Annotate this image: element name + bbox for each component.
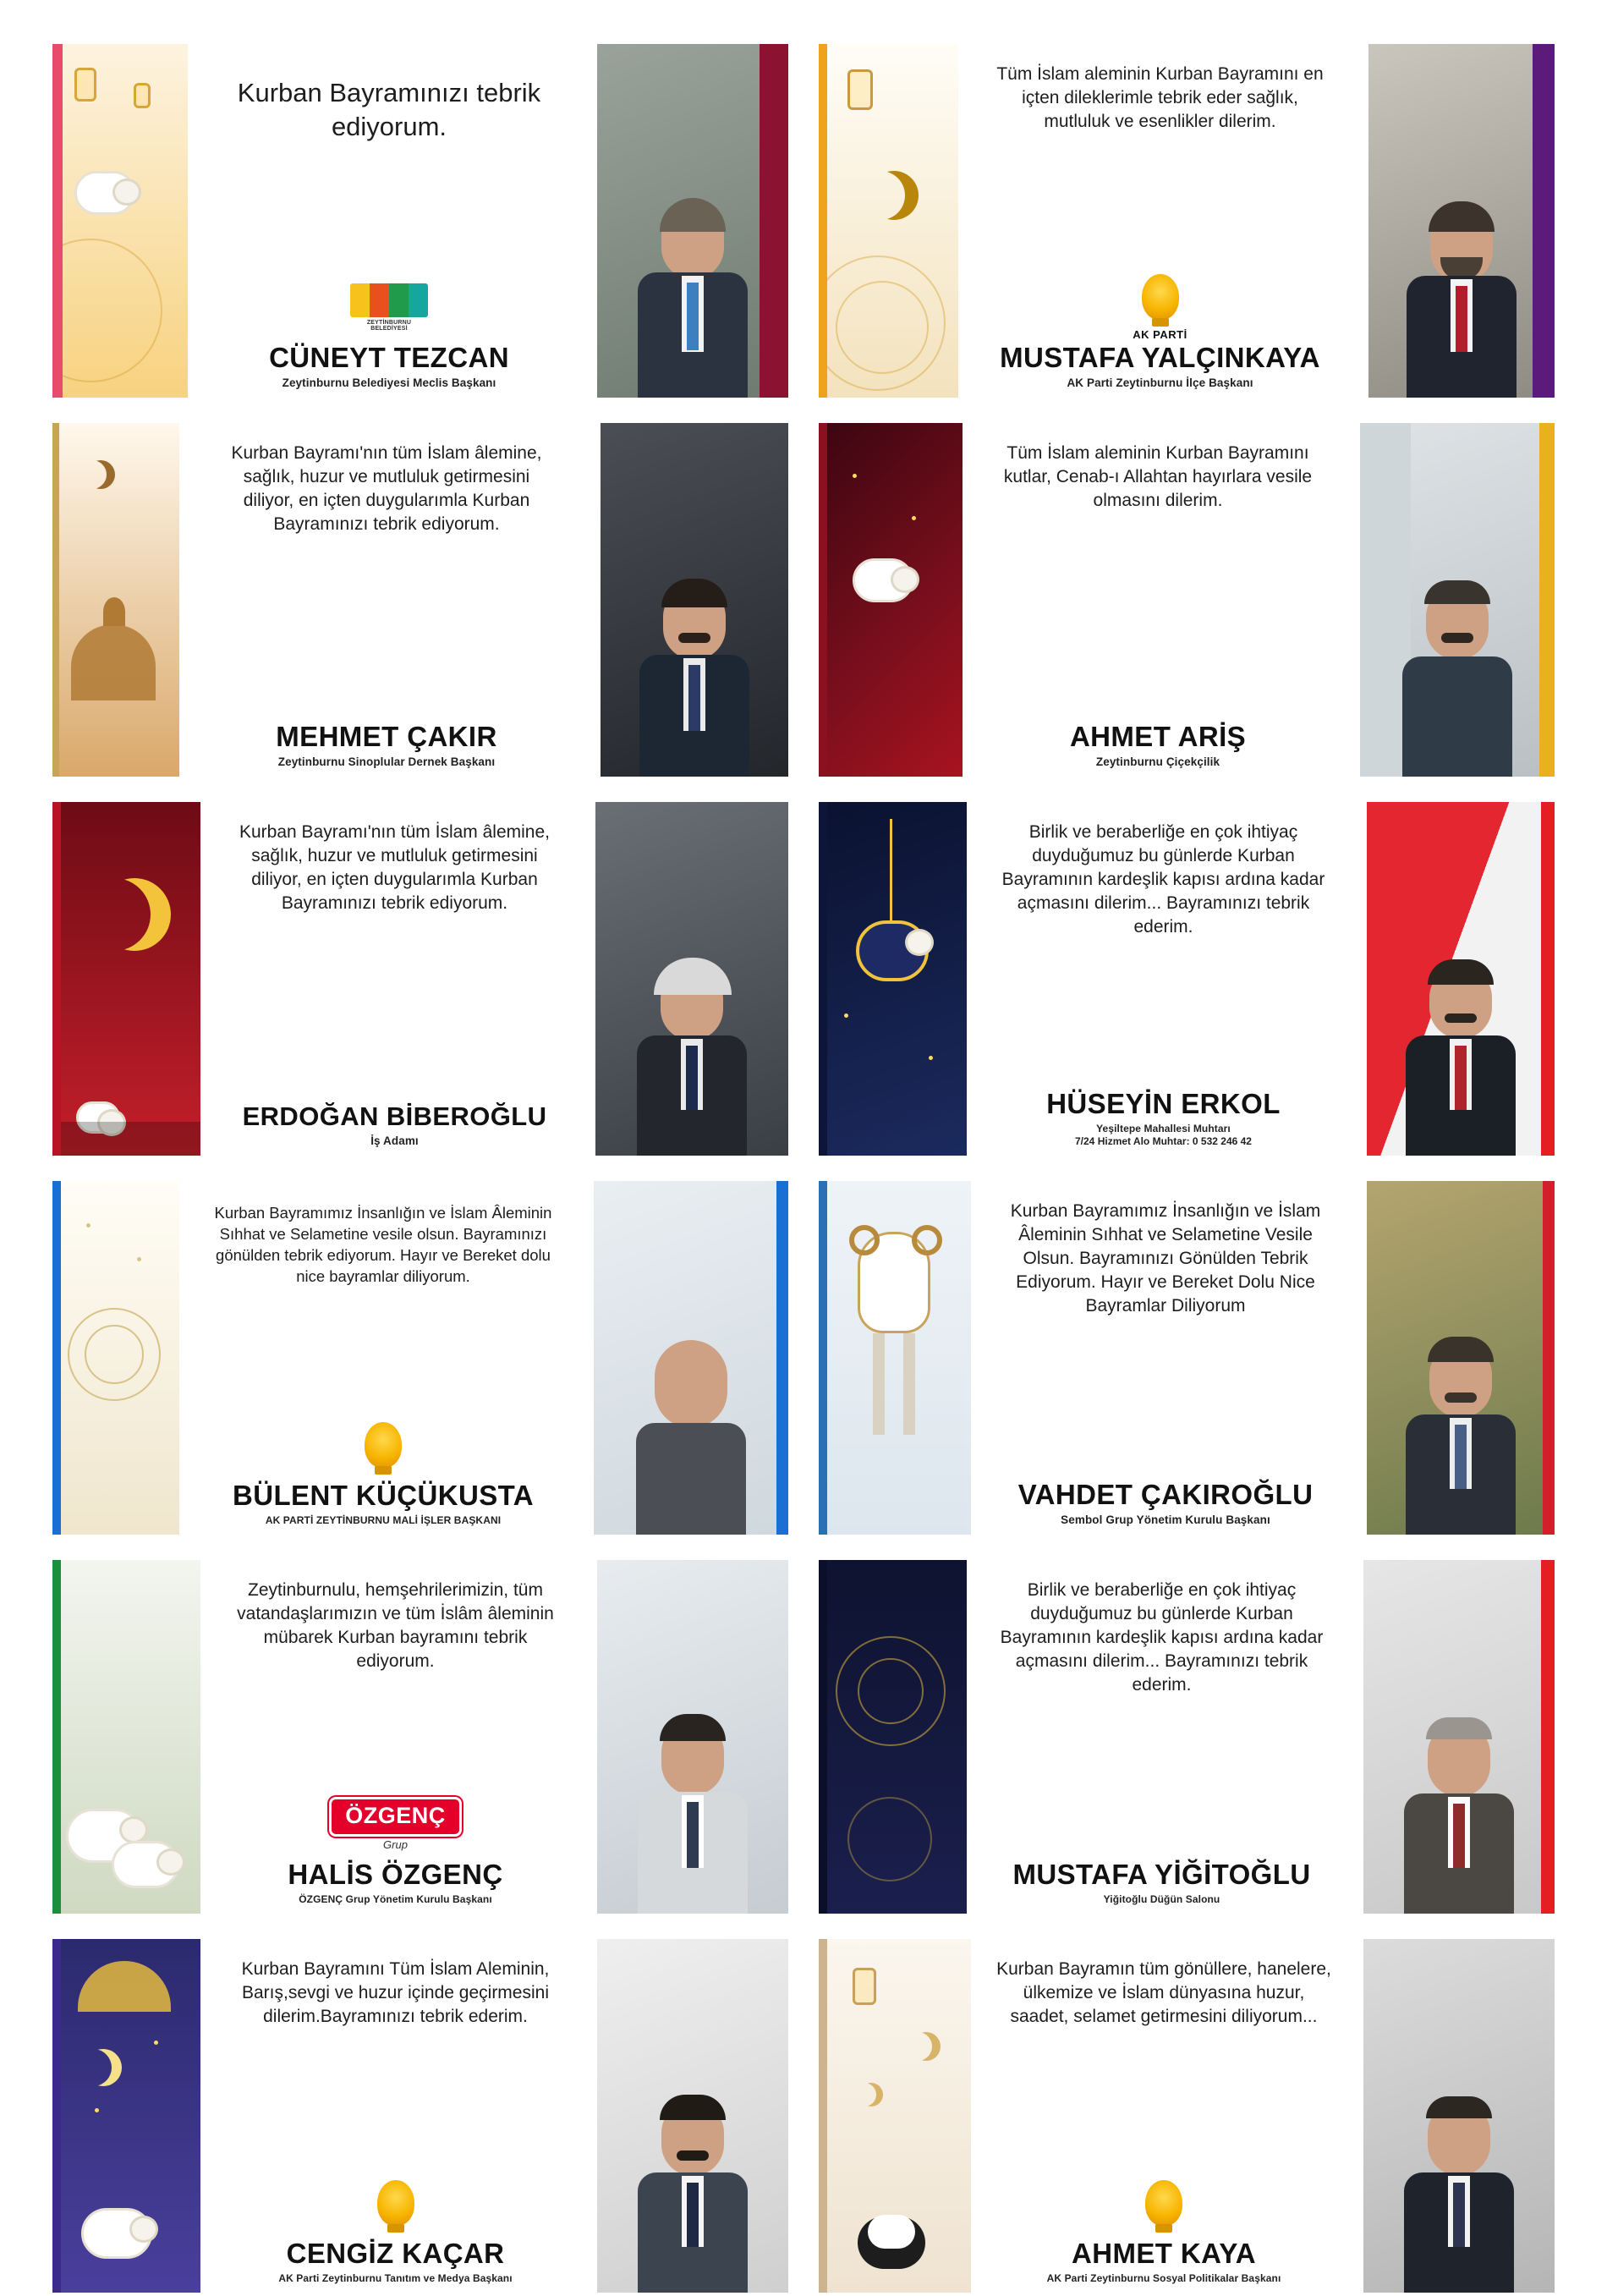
decoration-panel bbox=[819, 1181, 971, 1535]
logo-ak-parti bbox=[1145, 2170, 1182, 2236]
person-name: BÜLENT KÜÇÜKUSTA bbox=[233, 1480, 534, 1512]
decoration-panel bbox=[819, 44, 958, 398]
person-title: AK Parti Zeytinburnu İlçe Başkanı bbox=[1067, 376, 1253, 389]
person-title: Zeytinburnu Çiçekçilik bbox=[1095, 755, 1220, 768]
portrait-photo bbox=[1367, 1181, 1555, 1535]
portrait-photo bbox=[594, 1181, 788, 1535]
logo-ak-parti bbox=[1133, 274, 1187, 340]
logo-subcaption: Grup bbox=[383, 1838, 408, 1852]
person-title: AK Parti Zeytinburnu Sosyal Politikalar Başkanı bbox=[1046, 2272, 1281, 2284]
greeting-message: Tüm İslam aleminin Kurban Bayramını en içten dileklerimle tebrik eder sağlık, mutluluk ve esenlikler dilerim. bbox=[996, 64, 1324, 131]
greeting-message: Kurban Bayramı'nın tüm İslam âlemine, sağlık, huzur ve mutluluk getirmesini diliyor, en içten duygularımla Kurban Bayramınızı tebrik ediyorum. bbox=[239, 822, 550, 913]
person-name: AHMET KAYA bbox=[1072, 2238, 1256, 2270]
person-name: MEHMET ÇAKIR bbox=[276, 721, 497, 753]
person-name: HALİS ÖZGENÇ bbox=[288, 1859, 503, 1891]
person-title: Yiğitoğlu Düğün Salonu bbox=[1103, 1893, 1220, 1905]
decoration-panel bbox=[819, 1939, 971, 2293]
person-name: MUSTAFA YALÇINKAYA bbox=[1000, 342, 1320, 374]
greeting-message: Birlik ve beraberliğe en çok ihtiyaç duyduğumuz bu günlerde Kurban Bayramının kardeşlik kapısı ardına kadar açmasını dilerim... Bayramınızı tebrik ederim. bbox=[1001, 822, 1325, 937]
person-name: MUSTAFA YİĞİTOĞLU bbox=[1012, 1859, 1311, 1891]
decoration-panel bbox=[52, 1560, 200, 1914]
greeting-message: Birlik ve beraberliğe en çok ihtiyaç duyduğumuz bu günlerde Kurban Bayramının kardeşlik kapısı ardına kadar açmasını dilerim... Bayramınızı tebrik ederim. bbox=[1000, 1580, 1324, 1695]
greeting-message: Kurban Bayramını Tüm İslam Aleminin, Barış,sevgi ve huzur içinde geçirmesini dilerim.Bayramınızı tebrik ederim. bbox=[241, 1959, 550, 2026]
decoration-panel bbox=[52, 1939, 200, 2293]
ad-card bbox=[52, 1181, 788, 1535]
greeting-message: Tüm İslam aleminin Kurban Bayramını kutlar, Cenab-ı Allahtan hayırlara vesile olmasını dilerim. bbox=[1003, 443, 1313, 510]
ad-card bbox=[52, 423, 788, 777]
logo-caption: ÖZGENÇ bbox=[329, 1797, 462, 1837]
decoration-panel bbox=[52, 1181, 179, 1535]
ad-card bbox=[52, 44, 788, 398]
logo-ak-parti bbox=[365, 1412, 402, 1478]
greeting-message: Kurban Bayramınızı tebrik ediyorum. bbox=[237, 78, 541, 142]
portrait-photo bbox=[1360, 423, 1555, 777]
decoration-panel bbox=[819, 423, 963, 777]
greeting-message: Zeytinburnulu, hemşehrilerimizin, tüm vatandaşlarımızın ve tüm İslâm âleminin mübarek Kurban bayramını tebrik ediyorum. bbox=[237, 1580, 554, 1671]
person-title: Zeytinburnu Sinoplular Dernek Başkanı bbox=[277, 755, 496, 768]
portrait-photo bbox=[597, 44, 788, 398]
person-name: HÜSEYİN ERKOL bbox=[1046, 1088, 1281, 1120]
greeting-message: Kurban Bayramın tüm gönüllere, hanelere, ülkemize ve İslam dünyasına huzur, saadet, selamet getirmesini diliyorum... bbox=[996, 1959, 1331, 2026]
greeting-message: Kurban Bayramı'nın tüm İslam âlemine, sağlık, huzur ve mutluluk getirmesini diliyor, en içten duygularımla Kurban Bayramınızı tebrik ediyorum. bbox=[231, 443, 542, 534]
person-name: VAHDET ÇAKIROĞLU bbox=[1017, 1479, 1314, 1511]
ad-card bbox=[819, 1939, 1555, 2293]
logo-ak-parti bbox=[377, 2170, 414, 2236]
portrait-photo bbox=[595, 802, 788, 1156]
person-name: ERDOĞAN BİBEROĞLU bbox=[242, 1101, 547, 1132]
portrait-photo bbox=[1363, 1939, 1555, 2293]
ad-card bbox=[819, 44, 1555, 398]
decoration-panel bbox=[52, 802, 200, 1156]
ad-card bbox=[52, 1560, 788, 1914]
person-title: Sembol Grup Yönetim Kurulu Başkanı bbox=[1061, 1513, 1270, 1526]
decoration-panel bbox=[52, 423, 179, 777]
person-title: AK Parti Zeytinburnu Tanıtım ve Medya Başkanı bbox=[278, 2272, 513, 2284]
person-name: AHMET ARİŞ bbox=[1069, 721, 1247, 753]
ad-card bbox=[52, 1939, 788, 2293]
portrait-photo bbox=[1363, 1560, 1555, 1914]
person-name: CENGİZ KAÇAR bbox=[286, 2238, 505, 2270]
decoration-panel bbox=[819, 1560, 967, 1914]
person-title: AK PARTİ ZEYTİNBURNU MALİ İŞLER BAŞKANI bbox=[265, 1514, 502, 1526]
person-title: ÖZGENÇ Grup Yönetim Kurulu Başkanı bbox=[299, 1893, 492, 1905]
logo-ozgenc-grup bbox=[329, 1791, 462, 1857]
logo-caption: ZEYTİNBURNU BELEDİYESİ bbox=[366, 319, 412, 332]
ad-card bbox=[819, 423, 1555, 777]
logo-zeytinburnu-belediyesi bbox=[350, 274, 428, 340]
portrait-photo bbox=[601, 423, 788, 777]
ad-card bbox=[819, 1181, 1555, 1535]
logo-caption: AK PARTİ bbox=[1133, 327, 1187, 341]
decoration-panel bbox=[52, 44, 188, 398]
portrait-photo bbox=[597, 1939, 788, 2293]
greeting-message: Kurban Bayramımız İnsanlığın ve İslam Âleminin Sıhhat ve Selametine vesile olsun. Bayramınızı gönülden tebrik ediyorum. Hayır ve Bereket dolu nice bayramlar diliyorum. bbox=[214, 1204, 552, 1285]
portrait-photo bbox=[1367, 802, 1555, 1156]
greeting-message: Kurban Bayramımız İnsanlığın ve İslam Âleminin Sıhhat ve Selametine Vesile Olsun. Bayramınızı Gönülden Tebrik Ediyorum. Hayır ve Bereket Dolu Nice Bayramlar Diliyorum bbox=[1010, 1201, 1321, 1316]
person-title: Yeşiltepe Mahallesi Muhtarı bbox=[1096, 1123, 1231, 1134]
person-title: Zeytinburnu Belediyesi Meclis Başkanı bbox=[282, 376, 496, 389]
person-title: İş Adamı bbox=[370, 1134, 419, 1147]
ad-card bbox=[819, 802, 1555, 1156]
ad-card bbox=[52, 802, 788, 1156]
person-name: CÜNEYT TEZCAN bbox=[269, 342, 509, 374]
person-contact: 7/24 Hizmet Alo Muhtar: 0 532 246 42 bbox=[1075, 1135, 1252, 1147]
ad-card bbox=[819, 1560, 1555, 1914]
portrait-photo bbox=[597, 1560, 788, 1914]
portrait-photo bbox=[1368, 44, 1555, 398]
decoration-panel bbox=[819, 802, 967, 1156]
